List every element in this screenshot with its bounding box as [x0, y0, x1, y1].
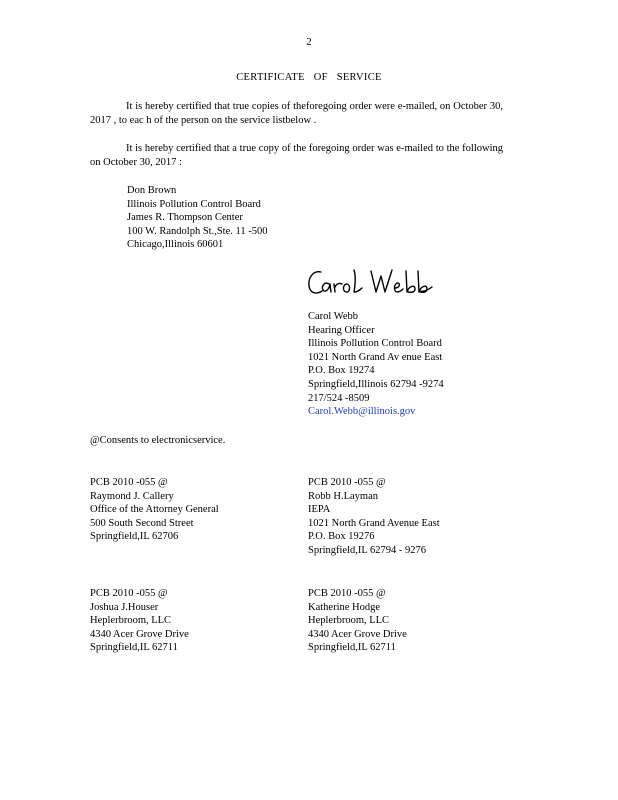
service-list-entry — [90, 476, 219, 544]
page-number: 2 — [306, 36, 312, 48]
contact-name: Raymond J. Callery — [90, 490, 174, 502]
contact-city: Springfield,IL 62706 — [90, 531, 179, 543]
service-list-entry — [308, 587, 407, 655]
signer-po-box: P.O. Box 19274 — [308, 365, 375, 377]
recipient-address-block — [127, 184, 268, 252]
case-number: PCB 2010 -055 @ — [90, 477, 168, 488]
signer-name: Carol Webb — [308, 311, 358, 322]
contact-organization: Heplerbroom, LLC — [308, 615, 390, 627]
certification-paragraph-2: It is hereby certified that a true copy of the foregoing order was e-mailed to the following on October 30, 2017 : — [90, 143, 503, 168]
contact-street: 1021 North Grand Avenue East — [308, 517, 440, 529]
contact-street: 500 South Second Street — [90, 517, 194, 529]
signer-street: 1021 North Grand Av enue East — [308, 351, 443, 363]
contact-po-box: P.O. Box 19276 — [308, 531, 375, 543]
signer-phone: 217/524 -8509 — [308, 392, 370, 404]
contact-street: 4340 Acer Grove Drive — [308, 628, 407, 640]
contact-street: 4340 Acer Grove Drive — [90, 628, 189, 640]
contact-organization: IEPA — [308, 504, 331, 516]
contact-organization: Office of the Attorney General — [90, 504, 219, 516]
service-list-entry — [90, 587, 189, 655]
contact-city: Springfield,IL 62711 — [90, 642, 178, 654]
signer-block — [308, 310, 444, 419]
contact-name: Katherine Hodge — [308, 601, 381, 613]
recipient-street: 100 W. Randolph St.,Ste. 11 -500 — [127, 225, 268, 237]
recipient-organization: Illinois Pollution Control Board — [127, 198, 261, 210]
contact-city: Springfield,IL 62794 - 9276 — [308, 544, 427, 556]
signer-title: Hearing Officer — [308, 324, 375, 336]
contact-name: Joshua J.Houser — [90, 601, 159, 613]
contact-city: Springfield,IL 62711 — [308, 642, 396, 654]
recipient-name: Don Brown — [127, 185, 177, 196]
recipient-city: Chicago,Illinois 60601 — [127, 239, 224, 251]
case-number: PCB 2010 -055 @ — [308, 477, 386, 488]
certification-paragraph-1: It is hereby certified that true copies of theforegoing order were e-mailed, on October 30, 2017 , to eac h of the person on the service listbelow . — [90, 101, 503, 126]
consent-note: @Consents to electronicservice. — [90, 435, 226, 446]
signer-city: Springfield,Illinois 62794 -9274 — [308, 378, 444, 390]
contact-organization: Heplerbroom, LLC — [90, 615, 172, 627]
handwritten-signature — [305, 262, 435, 304]
case-number: PCB 2010 -055 @ — [90, 588, 168, 599]
signer-organization: Illinois Pollution Control Board — [308, 338, 442, 350]
document-title: CERTIFICATE OF SERVICE — [236, 72, 382, 83]
signer-email-link[interactable]: Carol.Webb@illinois.gov — [308, 406, 416, 418]
case-number: PCB 2010 -055 @ — [308, 588, 386, 599]
contact-name: Robb H.Layman — [308, 490, 378, 502]
recipient-building: James R. Thompson Center — [127, 212, 243, 224]
service-list-entry — [308, 476, 440, 558]
